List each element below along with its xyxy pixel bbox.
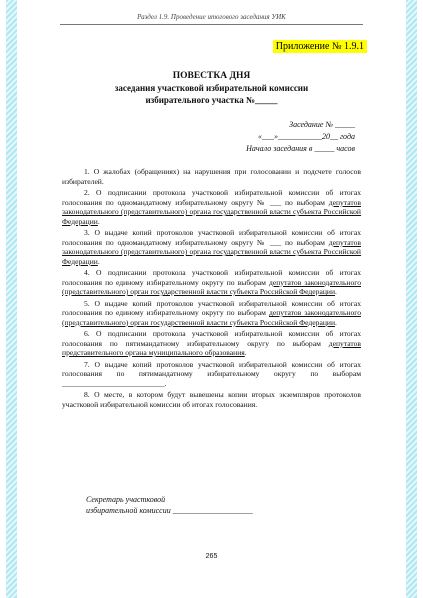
signature-block	[86, 494, 253, 516]
meeting-start-time: Начало заседания в _____ часов	[246, 144, 355, 153]
signature-line: избирательной комиссии ____________________	[86, 506, 253, 515]
right-decorative-stripe	[406, 0, 417, 598]
item-underlined-text: депутатов представительного органа муниципального образования	[62, 338, 361, 357]
item-number: 5.	[84, 298, 90, 308]
item-text: О подписании протокола участковой избирательной комиссии об итогах голосования по единому избирательному округу по выборам	[62, 268, 361, 287]
item-text: О подписании протокола участковой избирательной комиссии об итогах голосования по пятимандатному избирательному округу по выборам	[62, 329, 361, 348]
item-number: 4.	[84, 268, 90, 277]
agenda-item	[62, 268, 361, 297]
item-text-end: .	[335, 287, 337, 296]
item-text: О выдаче копий протоколов участковой избирательной комиссии об итогах голосования по единому избирательному округу по выборам	[62, 298, 361, 317]
agenda-item	[62, 228, 361, 266]
page-number: 265	[205, 553, 218, 560]
item-underlined-text: депутатов законодательного (представительного) органа государственной власти субъекта Российской Федерации	[62, 237, 361, 266]
meeting-meta	[246, 119, 355, 155]
item-text-end: .	[335, 317, 337, 327]
item-number: 1.	[84, 167, 90, 176]
document-subtitle-line2: избирательного участка №_____	[145, 95, 278, 105]
document-title: ПОВЕСТКА ДНЯ	[172, 71, 251, 81]
item-underlined-text: депутатов законодательного (представительного) орган государственной власти субъекта Российской Федерации	[62, 277, 361, 296]
running-header: Раздел 1.9. Проведение итогового заседания УИК	[137, 13, 286, 21]
item-text-end: .	[97, 216, 100, 226]
item-text-end: .	[97, 256, 100, 266]
document-subtitle-line1: заседания участковой избирательной комиссии	[114, 83, 309, 93]
document-page	[22, 0, 401, 598]
item-text: О выдаче копий протоколов участковой избирательной комиссии об итогах голосования по пятимандатному избирательному округу по выборам ___________________________.	[62, 359, 361, 388]
header-divider	[60, 24, 363, 25]
item-number: 6.	[84, 329, 90, 338]
title-block	[22, 70, 401, 106]
item-number: 7.	[84, 359, 90, 369]
item-text: О подписании протокола участковой избирательной комиссии об итогах голосования по одномандатному избирательному округу № ___ по выборам	[62, 188, 361, 207]
agenda-list	[62, 167, 361, 411]
item-text: О месте, в котором будут вывешены копии вторых экземпляров протоколов участковой избирательной комиссии об итогах голосования.	[62, 390, 361, 409]
signature-title: Секретарь участковой	[86, 495, 166, 504]
item-underlined-text: депутатов законодательного (представительного) органа государственной власти субъекта Российской Федерации	[62, 197, 361, 226]
item-text-end: .	[244, 348, 247, 357]
agenda-item	[62, 390, 361, 409]
agenda-item	[62, 360, 361, 389]
left-decorative-stripe	[6, 0, 17, 598]
agenda-item	[62, 329, 361, 358]
appendix-label: Приложение № 1.9.1	[273, 40, 367, 53]
item-underlined-text: депутатов законодательного (представительного) орган государственной власти субъекта Российской Федерации	[62, 308, 361, 327]
item-number: 3.	[84, 228, 90, 237]
meeting-date: «___»___________20__ года	[257, 132, 355, 141]
meeting-number: Заседание № _____	[289, 120, 355, 129]
item-number: 8.	[84, 390, 90, 399]
item-text: О выдаче копий протоколов участковой избирательной комиссии об итогах голосования по одномандатному избирательному округу № ___ по выборам	[62, 228, 361, 247]
agenda-item	[62, 167, 361, 186]
agenda-item	[62, 188, 361, 226]
item-number: 2.	[84, 188, 90, 197]
item-text: О жалобах (обращениях) на нарушения при голосовании и подсчете голосов избирателей.	[62, 167, 361, 186]
agenda-item	[62, 299, 361, 328]
